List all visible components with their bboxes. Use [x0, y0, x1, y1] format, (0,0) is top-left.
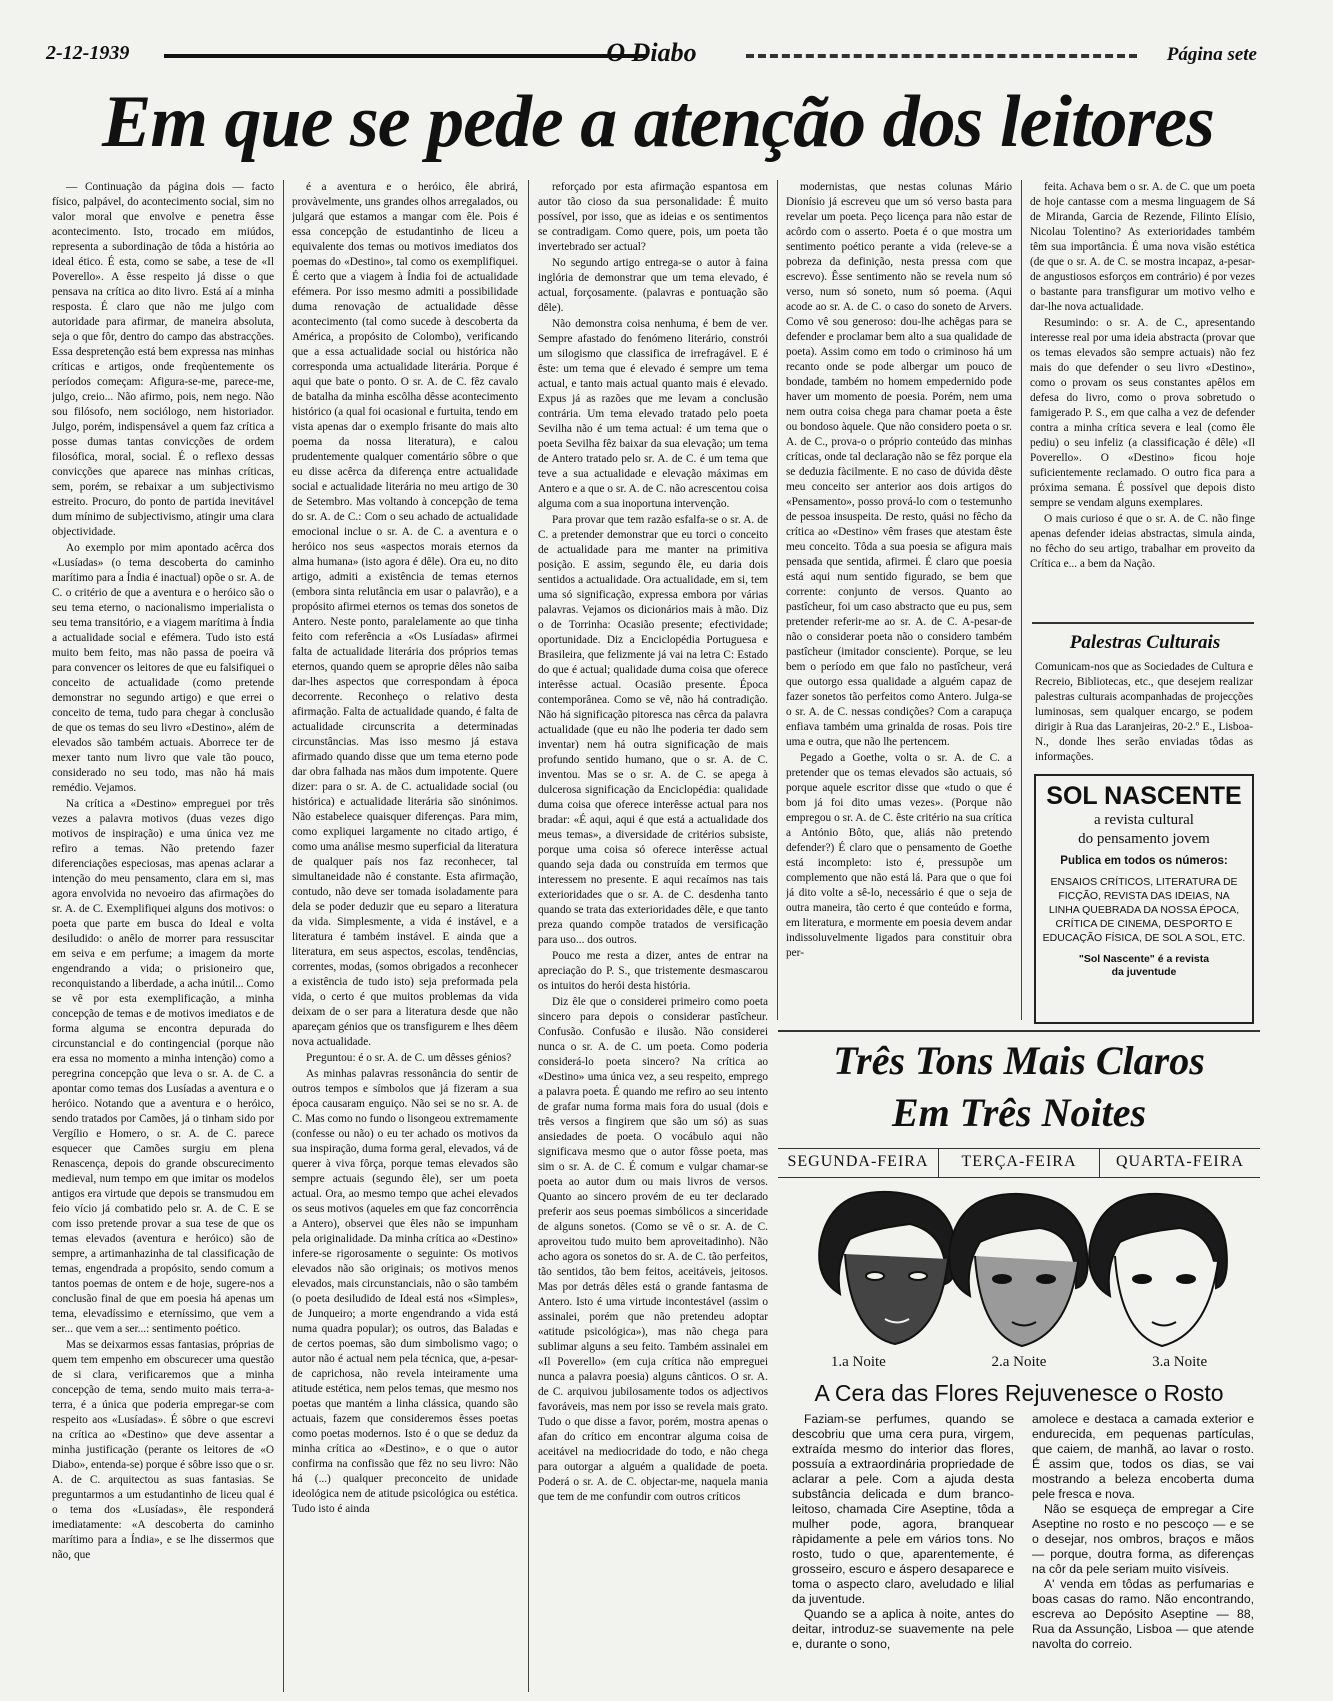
- ad-headline: Três Tons Mais Claros: [833, 1038, 1205, 1083]
- paragraph: Pouco me resta a dizer, antes de entrar na apreciação do P. S., que tristemente desmascarou os intuitos do herói desta história.: [538, 950, 768, 992]
- paragraph: amolece e destaca a camada exterior e endurecida, em pequenas partículas, que caiem, de manhã, ao lavar o rosto. É assim que, todos os dias, se vai mostrando a beleza encoberta duma pele fresca e nova.: [1032, 1412, 1254, 1501]
- paragraph: Faziam-se perfumes, quando se descobriu que uma cera pura, virgem, extraída mesmo do interior das flores, possuía a extraordinária propriedade de aclarar a pele. Com a ajuda desta substância delicada e dum branco-leitoso, chamada Cire Aseptine, tôda a mulher pode, agora, branquear ràpidamente a pele em vários tons. No rosto, tudo o que, aparentemente, é grosseiro, escuro e áspero desaparece e toma o aspecto claro, aveludado e lilial da juventude.: [792, 1412, 1014, 1606]
- sol-nascente-ad: [1034, 774, 1254, 1024]
- sol-nascente-subtitle: a revista cultural: [1094, 812, 1194, 828]
- paragraph: Preguntou: é o sr. A. de C. um dêsses génios?: [306, 1052, 512, 1064]
- column-divider: [528, 180, 529, 1692]
- article-column-5: [1030, 180, 1255, 614]
- paragraph: Pegado a Goethe, volta o sr. A. de C. a pretender que os temas elevados são actuais, só porque aquele escritor disse que «tudo o que é bom já foi dito umas vezes». (Porque não empregou o sr. A. de C. êste critério na sua crítica a António Bôto, que, aliás não pretendo defender?) É claro que o pensamento de Goethe está incompleto: isto é, pressupõe um complemento que não está lá. Para que o que foi já dito volte a sê-lo, necessário é que o seja de outra maneira, tão certo é que conteúdo e forma, em literatura, e mormente em poesia devem andar indissoluvelmente ligados para constituir obra per-: [786, 752, 1012, 959]
- paragraph: modernistas, que nestas colunas Mário Dionísio já escreveu que um só verso basta para revelar um poeta. Peço licença para não estar de acôrdo com o asserto. Poeta é o que mostra um sentimento poético perante a vida (releve-se a pobreza da definição, nesta pressa com que escrevo). Êsse sentimento não se revela num só verso, num só soneto, num só poema. (Aqui acode ao sr. A. de C. o caso do soneto de Arvers. Como vê sou generoso: dou-lhe achêgas para se defender e proclamar bem alto a sua qualidade de poeta). Assim como em todo o criminoso há um recanto onde se pode albergar um pouco de bondade, também no homem empedernido pode haver um momento de poesia. Porém, nem uma nem outra coisa chega para chamar poeta a êste ou bondoso àquele. Que não considero poeta o sr. A. de C., prova-o o próprio conteúdo das minhas críticas, onde tal declaração não se fêz porque ela se deduzia fàcilmente. E no caso de dúvida dêste meu conceito ser anterior aos dois artigos do «Pensamento», posso prová-lo com o testemunho de pessoa insuspeita. De resto, quási no fêcho da crítica ao «Destino» vêm frases que atestam êste meu conceito. Tôda a sua poesia se afigura mais pensada que sentida, afirmei. É claro que poesia está aqui num sentido figurado, se bem que corrente: conjunto de versos. Quanto ao pastîcheur, foi um caso abstracto que eu pus, sem pretender referir-me ao sr. A. de C. A-pesar-de não o considerar poeta não o considero também pastîcheur (imitador consciente). Porque, se leu bem o período em que falo no pastîcheur, verá que outorgo essa qualidade a alguém capaz de fazer sonetos tão perfeitos como Antero. Julga-se o sr. A. de C. nessas condições? Com a carapuça enfiava também uma grinalda de rosas. Pois tire uma e outra, que não lhe pertencem.: [786, 181, 1012, 748]
- paragraph: Quando se a aplica à noite, antes do deitar, introduz-se suavemente na pele e, durante o sono,: [792, 1607, 1014, 1651]
- column-divider: [283, 180, 284, 1692]
- ad-subheadline: A Cera das Flores Rejuvenesce o Rosto: [814, 1380, 1224, 1406]
- newspaper-name: O Diabo: [606, 38, 697, 67]
- sol-nascente-footer: "Sol Nascente" é a revista: [1078, 953, 1210, 965]
- paragraph: No segundo artigo entrega-se o autor à faina inglória de demonstrar que um tema elevado, é actual, forçosamente. (palavras e pontuação são dêle).: [538, 257, 768, 314]
- sol-nascente-title: SOL NASCENTE: [1046, 782, 1242, 810]
- three-faces-illustration: [810, 1184, 1230, 1354]
- paragraph: Não demonstra coisa nenhuma, é bem de ver. Sempre afastado do fenómeno literário, constrói um silogismo que classifica de irrefragável. E é êste: um tema que é elevado é sempre um tema actual, e tanto mais actual quanto mais é elevado. Expus já as razões que me levam a conclusão contrária. Um tema elevado tratado pelo poeta Sevilha não é um tema actual: é um tema que o poeta Sevilha fêz baixar da sua elevação; um tema de Antero tratado pelo sr. A. de C. é um tema que teve a sua actualidade e elevação máximas em Antero e a que o sr. A. de C. não acrescentou coisa alguma com a sua inoportuna intervenção.: [538, 318, 768, 510]
- section-rule: [778, 1030, 1260, 1032]
- face-3: [1089, 1194, 1227, 1346]
- night-label: 1.a Noite: [830, 1354, 886, 1370]
- paragraph: As minhas palavras ressonância do sentir de outros tempos e símbolos que já fizeram a sua época causaram enguiço. Não sei se no sr. A. de C. Mas como no fundo o lisongeou extremamente (confesse ou não) o eu ter achado os motivos da sua inspiração, duma forma geral, elevados, vá de querer à viva fôrça, porque temas elevados são sempre actuais (segundo êle), ser um poeta actual. Ora, ao mesmo tempo que achei elevados os seus motivos (aqueles em que faz concorrência a Antero), observei que êles não se impunham pela originalidade. Da minha crítica ao «Destino» infere-se rigorosamente o seguinte: Os motivos elevados não são originais; os motivos menos elevados, mais circunstanciais, não o são também (o poeta desiludido de Ideal está nos «Simples», de Junqueiro; a morte engendrando a vida está numa quadra popular); os outros, das Baladas e de certos poemas, são dum simbolismo vago; o autor não é actual nem pela técnica, que, a-pesar-de caprichosa, não revela inteiramente uma atitude estética, nem pelos temas, que mesmo nos poetas que mantém a linha clássica, quando são actuais, fazem que consideremos êsses poetas como poetas modernos. Isto é o que se deduz da minha crítica ao «Destino», e o que o autor confirma na confissão que fêz no seu livro: Não há (...) qualquer preconceito de unidade ideológica nem de atitude psicológica ou estética. Tudo isto é ainda: [292, 1068, 518, 1515]
- paragraph: O mais curioso é que o sr. A. de C. não finge apenas defender ideias abstractas, simula ainda, no fêcho do seu artigo, trabalhar em proveito da Crítica e... a bem da Nação.: [1030, 513, 1255, 570]
- paragraph: Resumindo: o sr. A. de C., apresentando interesse real por uma ideia abstracta (provar que os temas elevados são sempre actuais) não fez mais do que defender o seu livro «Destino», como o provam os seus constantes apêlos em defesa do livro, como o prova sobretudo o famigerado P. S., em que calha a vez de defender contra a minha crítica severa e leal (como êle pediu) o seu infeliz (a classificação é dêle) «Il Poverello». O «Destino» ficou hoje suficientemente reclamado. O outro fica para a próxima semana. É possível que depois disto sempre se vendam alguns exemplares.: [1030, 317, 1255, 509]
- sol-nascente-list: ENSAIOS CRÍTICOS, LITERATURA DE FICÇÃO, REVISTA DAS IDEIAS, NA LINHA QUEBRADA DA NOSSA ÉPOCA, CRÍTICA DE CINEMA, DESPORTO E EDUCAÇÃO FÍSICA, DE SOL A SOL, ETC.: [1042, 876, 1246, 944]
- column-divider: [777, 180, 778, 1020]
- column-divider: [1021, 180, 1022, 1020]
- paragraph: reforçado por esta afirmação espantosa em autor tão cioso da sua personalidade: É muito possível, por isso, que as ideias e os sentimentos se contradigam. Como quere, pois, um poeta tão invertebrado ser actual?: [538, 181, 768, 253]
- sol-nascente-publica: Publica em todos os números:: [1060, 855, 1228, 867]
- headline: Em que se pede a atenção dos leitores: [102, 81, 1214, 163]
- weekday-label: QUARTA-FEIRA: [1116, 1153, 1244, 1170]
- page-number: Página sete: [1166, 44, 1257, 65]
- face-1: [819, 1192, 956, 1344]
- ad-headline: Em Três Noites: [891, 1090, 1147, 1135]
- weekday-bar: [778, 1148, 1260, 1178]
- paragraph: Na crítica a «Destino» empreguei por três vezes a palavra motivos (duas vezes digo motivos de inspiração) e uma única vez me refiro a temas. Não pretendo fazer diferenciações especiosas, mas apenas aclarar a intenção do meu pensamento, clara em si, mas agora envolvida no nevoeiro das afirmações do sr. A. de C. Exemplifiquei alguns dos motivos: o poeta que parte em busca do Ideal e volta desiludido: o anêlo de morrer para ressuscitar em seiva e em perfume; a imagem da morte engendrando a vida; o prisioneiro que, reconquistando a liberdade, a acha inútil... Como se vê por esta exemplificação, a minha concepção de temas e de motivos imediatos e de forma alguma se encontra depurada do circunstancial e do contingencial (porque não era essa no momento a minha intenção) como a peregrina concepção que leva o sr. A. de C. a apontar como temas dos Lusíadas a aventura e o heróico. Notando que a aventura e o heróico, sendo tratados por Camões, já o tinham sido por Vergílio e Homero, o sr. A. de C. parece esquecer que Camões surgiu em plena Renascença, depois do grande obscurecimento medieval, num tempo em que imitar os modelos antigos era virtude que depois se transmudou em feio vício já combatido pelo sr. A. de C. E se com isso pretende provar a sua tese de que os temas elevados (aventura e heróico) são de sempre, a artimanhazinha de tal classificação de temas, engendrada a propósito, sendo comum a tantos poemas de ontem e de hoje, sugere-nos a conclusão final de que em poesia há apenas um tema, elevadíssimo e eterníssimo, que vem a ser... que vem a ser...: sentimento poético.: [52, 798, 274, 1335]
- paragraph: Para provar que tem razão esfalfa-se o sr. A. de C. a pretender demonstrar que eu torci o conceito de actualidade para me manter na primitiva posição. E assim, segundo êle, eu daria dois sentidos a actualidade. Ora actualidade, em si, tem uma só significação, expressa embora por várias palavras. Vejamos os dicionários mais à mão. Diz o de Torrinha: Ocasião presente; efectividade; oportunidade. Diz a Enciclopédia Portuguesa e Brasileira, que felizmente já vai na letra C: Estado do que é actual; qualidade duma coisa que oferece interêsse actual. Ocasião presente. Época contemporânea. Como se vê, não há contradição. Não há significação pitoresca nas cêrca da palavra actualidade (que eu não lhe poderia ter dado sem inventar) nem há outra significação de mais profundo sentido humano, que o sr. A. de C. inventou. Mas se o sr. A. de C. se apega à dulcerosa significação da Enciclopédia: qualidade duma coisa que oferece interêsse actual para nos bradar: «É aqui, aqui é que está a actualidade dos meus temas», a diversidade de critérios subsiste, porque uma coisa só oferece interêsse actual quando seja dada ou construída em termos que interessem no presente. E aqui recaímos nas tais exterioridades que o sr. A. de C. desdenha tanto quando se trata das exterioridades dêle, e que tanto preza quando compõe tratados de versificação para uso... dos outros.: [538, 514, 768, 946]
- cosmetic-advertisement: [778, 1036, 1260, 1690]
- ad-column-1: [792, 1412, 1014, 1652]
- paragraph: feita. Achava bem o sr. A. de C. que um poeta de hoje cantasse com a mesma linguagem de Sá de Miranda, Garcia de Rezende, Filinto Elísio, Nicolau Tolentino? As exterioridades também têm sua importância. É uma nova visão estética (de que o sr. A. de C. se mostra incapaz, a-pesar-de angustiosos esforços em contrário) é por vezes o bastante para transfigurar um motivo velho e dar-lhe nova actualidade.: [1030, 181, 1255, 313]
- palestras-title: Palestras Culturais: [1069, 632, 1221, 653]
- paragraph: A' venda em tôdas as perfumarias e boas casas do ramo. Não encontrando, escreva ao Depósito Aseptine — 88, Rua da Assunção, Lisboa — que atende navolta do correio.: [1032, 1577, 1254, 1651]
- page-header: [46, 38, 1257, 74]
- paragraph: Mas se deixarmos essas fantasias, próprias de quem tem empenho em obscurecer uma questão de si clara, verificaremos que a minha concepção de tema, sendo muito mais terra-a-terra, é a única que poderia empregar-se com respeito aos «Lusíadas». É sôbre o que escrevi na crítica ao «Destino» que deve assentar a minha justificação (perante os leitores de «O Diabo», entenda-se) porque é sôbre isso que o sr. A. de C. arquitectou as suas fantasias. Se preguntarmos a um estudantinho de liceu qual é o tema dos «Lusíadas», êle responderá imediatamente: «A descoberta do caminho marítimo para a Índia», e se lhe dissermos que não, que: [52, 1339, 274, 1561]
- night-labels: [778, 1354, 1260, 1371]
- article-column-3: [538, 180, 768, 1690]
- paragraph: é a aventura e o heróico, êle abrirá, provàvelmente, uns grandes olhos arregalados, ou julgará que estamos a mangar com êle. Pois é essa concepção de estudantinho de liceu a equivalente dos temas ou motivos imediatos dos poemas do «Destino», tal como os exemplifiquei. É certo que a viagem à Índia foi de actualidade efémera. Por isso mesmo admiti a possibilidade duma renovação de actualidade dêsse acontecimento (tal como sucede à descoberta da América, a propósito de Colombo), verificando que a essa actualidade social ou histórica não corresponda uma actualidade literária. Porque é aqui que bate o ponto. O sr. A. de C. fêz cavalo de batalha da minha escôlha dêsse acontecimento histórico (a qual foi ocasional e furtuita, tendo em vista apenas dar o exemplo frisante do mais alto poema da nossa literatura), e calou prudentemente qualquer comentário sôbre o que eu disse acêrca da diferença entre actualidade social e actualidade literária no meu artigo de 30 de Setembro. Mas voltando à concepção de tema do sr. A. de C.: Com o seu achado de actualidade emocional inclue o sr. A. de C. a aventura e o heróico nos seus «aspectos morais eternos da alma humana» (isto agora é dêle). Ora eu, no dito artigo, admiti a existência de temas eternos (embora sinta relutância em usar o palavrão), e a propósito afirmei eternos os temas dos sonetos de Antero. Neste ponto, paralelamente ao que tinha feito com referência a «Os Lusíadas» afirmei falta de actualidade literária dos próprios temas eternos, quando quem se aproprie dêles não saiba dar-lhes aspectos que correspondam à época decorrente. Reconheço o relativo desta afirmação. Falta de actualidade quando, é falta de actualidade circunscrita a determinadas circunstâncias. Mas isso mesmo já estava afirmado quando disse que um tema eterno pode dar obra falhada nas mãos dum impotente. Quere dizer: para o sr. A. de C. actualidade social (ou histórica) e actualidade literária são sinónimos. Não estabelece quaisquer diferenças. Para mim, como expliquei largamente no citado artigo, é como uma análise mesmo superficial da literatura de qualquer país nos faz reconhecer, tal simultaneidade não é constante. Esta afirmação, contudo, não deve ser tomada isoladamente para dela se poder deduzir que eu separo a literatura da vida. Simplesmente, a vida é instável, e a literatura é também instável. E ainda que a literatura, em seus aspectos, escolas, tendências, correntes, modas, (somos obrigados a reconhecer a existência de tudo isto) seja preformada pela vida, o certo é que muitos problemas da vida deixam de o ser para a literatura desde que não apareçam génios que os transfigurem e lhes dêem nova actualidade.: [292, 181, 518, 1048]
- sol-nascente-footer: da juventude: [1111, 966, 1177, 978]
- ad-column-2: [1032, 1412, 1254, 1652]
- article-column-4: [786, 180, 1012, 1018]
- palestras-text: Comunicam-nos que as Sociedades de Cultura e Recreio, Bibliotecas, etc., que desejem realizar palestras culturais acompanhadas de projecções luminosas, sem qualquer encargo, se podem dirigir à Rua das Laranjeiras, 20-2.º E., Lisboa-N., donde lhes serão enviadas tôdas as informações.: [1035, 661, 1253, 763]
- section-rule: [1032, 622, 1254, 624]
- paragraph: — Continuação da página dois — facto físico, palpável, do acontecimento social, sim no valor moral que envolve e penetra êsse acontecimento. Isto, trocado em miúdos, representa a subordinação de tôda a história ao ideal ético. É esta, como se sabe, a tese de «Il Poverello». A êsse respeito já disse o que pensava na crítica ao dito livro. Está aí a minha resposta. É claro que não me julgo com autoridade para afirmar, de maneira absoluta, seja o que fôr, dentro do campo das abstracções. Essa despretenção está bem expressa nas minhas críticas e artigos, onde freqùentemente os períodos começam: Afigura-se-me, parece-me, julgo, creio... Não afirmo, pois, nem nego. Não sou filósofo, nem sociólogo, nem historiador. Julgo, porém, indispensável a quem faz crítica a posse dumas tantas convicções de ordem filosófica, moral, social. É o reflexo dessas convicções que aparece nas minhas críticas, sem, porém, se rebaixar a um subjectivismo estreito. Procuro, do ponto de partida inevitável dum mínimo de subjectivismo, atingir uma clara objectividade.: [52, 181, 274, 538]
- article-column-2: [292, 180, 518, 1690]
- paragraph: Não se esqueça de empregar a Cire Aseptine no rosto e no pescoço — e se o desejar, nos ombros, braços e mãos — porque, doutra forma, as diferenças na côr da pele seriam muito visíveis.: [1032, 1502, 1254, 1576]
- sol-nascente-subtitle: do pensamento jovem: [1078, 831, 1210, 847]
- article-column-1: [52, 180, 274, 1690]
- issue-date: 2-12-1939: [46, 42, 130, 64]
- night-label: 3.a Noite: [1152, 1354, 1208, 1370]
- weekday-label: TERÇA-FEIRA: [939, 1149, 1100, 1177]
- weekday-label: SEGUNDA-FEIRA: [778, 1149, 939, 1177]
- paragraph: Ao exemplo por mim apontado acêrca dos «Lusíadas» (o tema descoberta do caminho marítimo para a Índia é inactual) opõe o sr. A. de C. o critério de que a aventura e o heróico são o seu tema eterno, o nacionalismo imperialista o seu tema transitório, e a viagem marítima à Índia a actualidade social e efémera. Tudo isto está muito bem feito, mas não passa de poeira vã para convencer os leitores de que eu falsifiquei o conceito de actualidade (como pretende demonstrar no segundo artigo) e que errei o conceito de tema, tudo para chegar à conclusão de que os temas do seu livro «Destino», além de elevados são também actuais. Aborrece ter de mexer tanto num livro que vale tão pouco, considerado no seu todo, mas não há mais remédio. Vejamos.: [52, 542, 274, 794]
- face-2: [949, 1194, 1087, 1346]
- paragraph: Diz êle que o considerei primeiro como poeta sincero para depois o considerar pastîcheur. Confusão. Confusão e ilusão. Não considerei nunca o sr. A. de C. um poeta. Como poderia considerá-lo poeta sincero? Na crítica ao «Destino» uma única vez, a seu respeito, emprego a palavra poeta. É quando me refiro ao seu intento de grafar numa forma mais fora do usual (dois e três versos a fingirem que são um só) as suas ansiedades de poeta. O vocábulo aqui não significava mesmo que o autor fôsse poeta, mas sim o sr. A. de C. É comum e vulgar chamar-se poeta ao autor dum ou mais livros de versos. Quanto ao sincero provém de eu ter declarado preferir aos seus poemas simbólicos a sinceridade de alguns sonetos. (Como se vê o sr. A. de C. aproveitou tudo muito bem aproveitadinho). Não acho agora os sonetos do sr. A. de C. tão perfeitos, tão sentidos, tão bem feitos, aceitáveis, jeitosos. Mas por detrás dêles está o grande fantasma de Antero. Isto é uma virtude incontestável (assim o assinalei, porém que não pretendeu adoptar «atitude psicológica»), mas não chega para sublimar alguns a seu feito. Também assinalei em «Il Poverello» (em cuja crítica não empreguei nunca a palavra poesia) alguns cânticos. O sr. A. de C. arquivou jubilosamente todos os adjectivos favoráveis, mas nem por isso se revela mais grato. Tudo o que disse a favor, porém, mostra apenas o afan do crítico em encontrar alguma coisa de aceitável na mediocridade do todo, e não chega para outorgar a alguém a qualidade de poeta. Poderá o sr. A. de C. objectar-me, naquela mania que tem de me confundir com outros críticos: [538, 996, 768, 1503]
- night-label: 2.a Noite: [991, 1354, 1047, 1370]
